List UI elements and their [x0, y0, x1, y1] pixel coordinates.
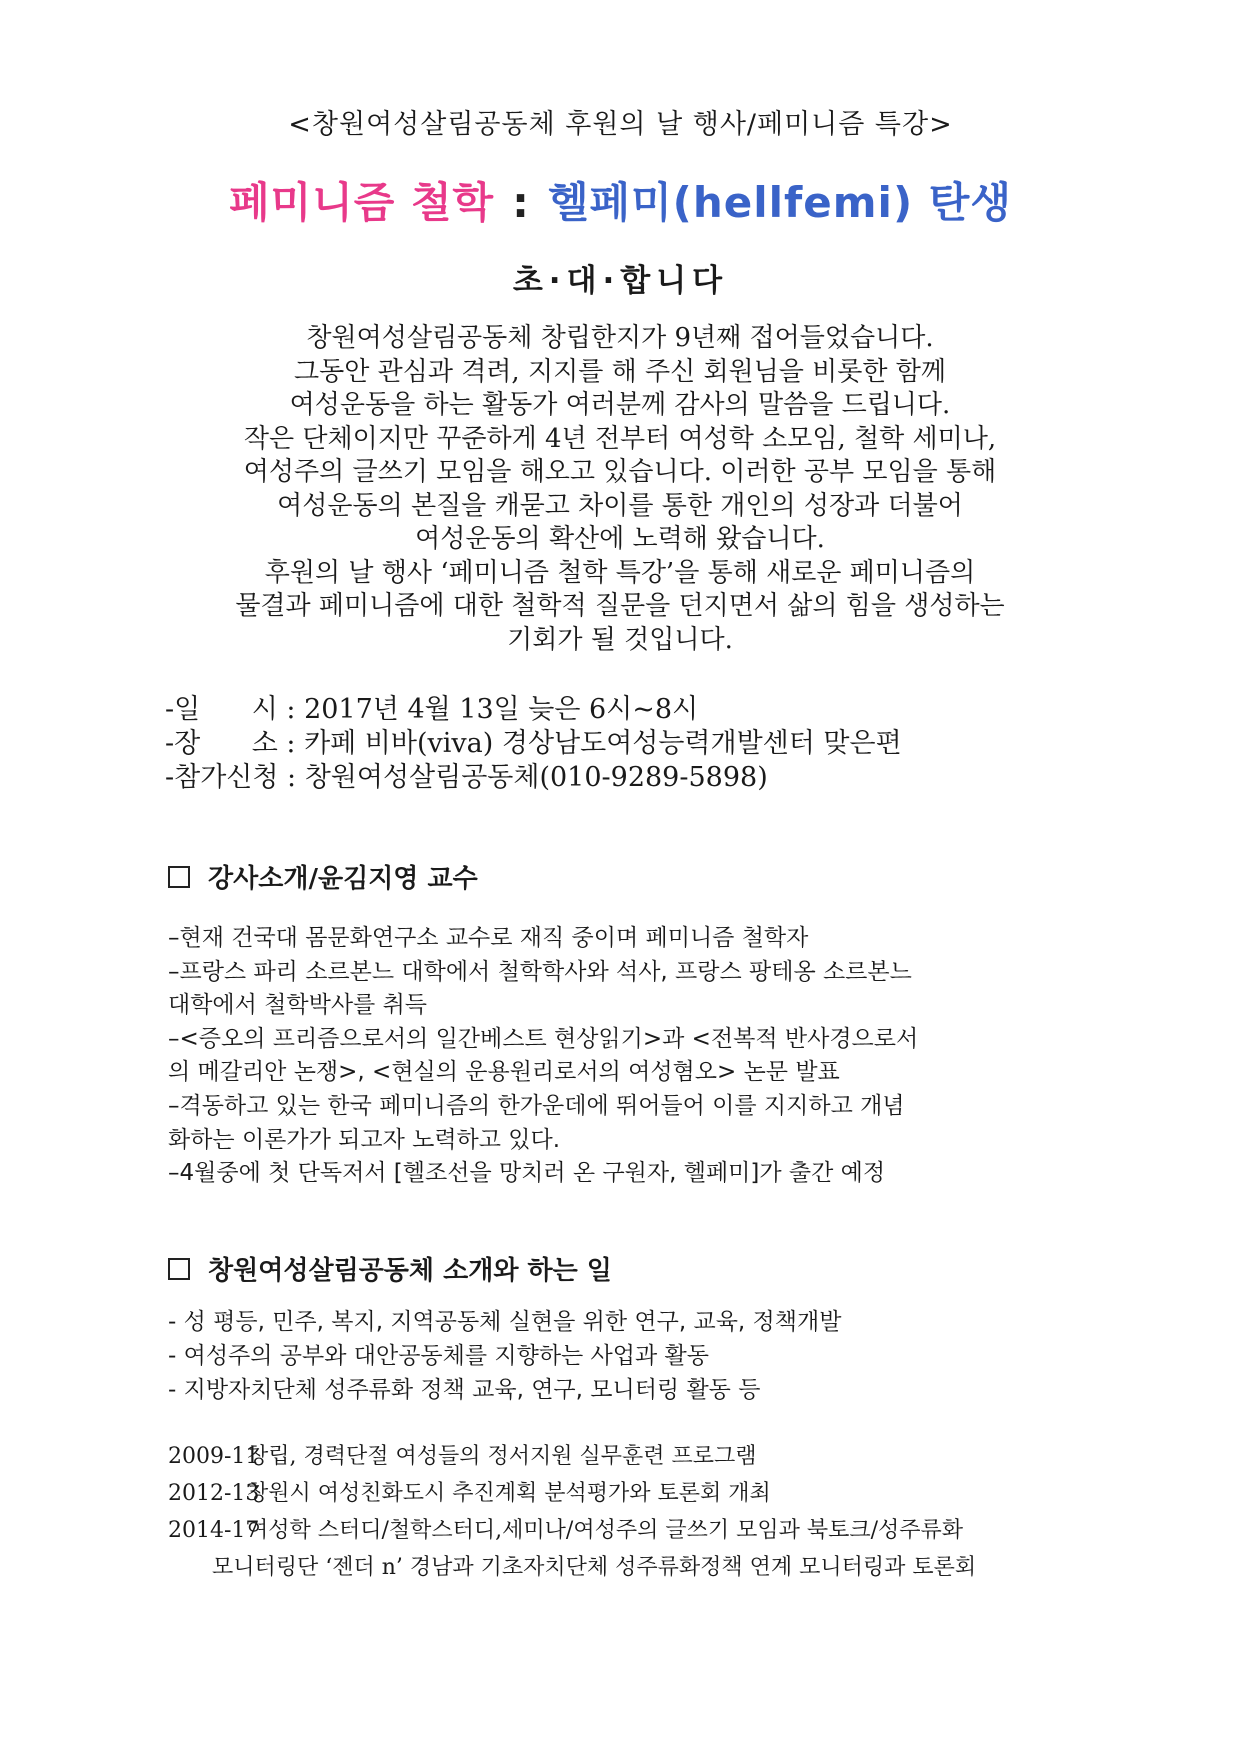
history-row	[168, 1512, 976, 1549]
intro-line: 여성주의 글쓰기 모임을 해오고 있습니다. 이러한 공부 모임을 통해	[243, 457, 997, 487]
detail-value: 카페 비바(viva) 경상남도여성능력개발센터 맞은편	[304, 728, 902, 759]
checkbox-square-icon	[168, 866, 190, 888]
history-text: 창원시 여성친화도시 추진계획 분석평가와 토론회 개최	[247, 1481, 771, 1506]
invitation-heading: 초·대·합니다	[512, 263, 729, 299]
list-item: - 성 평등, 민주, 복지, 지역공동체 실현을 위한 연구, 교육, 정책개발	[168, 1309, 842, 1335]
bio-line: 의 메갈리안 논쟁>, <현실의 운용원리로서의 여성혐오> 논문 발표	[168, 1059, 840, 1086]
page-title	[0, 170, 1241, 230]
intro-line: 여성운동을 하는 활동가 여러분께 감사의 말씀을 드립니다.	[289, 390, 951, 420]
detail-row-registration: -참가신청 : 창원여성살림공동체(010-9289-5898)	[165, 762, 768, 793]
bio-line: –프랑스 파리 소르본느 대학에서 철학학사와 석사, 프랑스 팡테옹 소르본느	[168, 958, 912, 985]
intro-line: 기회가 될 것입니다.	[507, 624, 733, 655]
history-year: 2014-17	[168, 1518, 260, 1543]
event-details	[165, 693, 902, 795]
bio-line: –현재 건국대 몸문화연구소 교수로 재직 중이며 페미니즘 철학자	[168, 925, 809, 951]
bio-line: –격동하고 있는 한국 페미니즘의 한가운데에 뛰어들어 이를 지지하고 개념	[168, 1092, 905, 1119]
detail-label: -일 시	[165, 694, 278, 725]
checkbox-square-icon	[168, 1258, 190, 1280]
org-heading-text: 창원여성살림공동체 소개와 하는 일	[208, 1256, 612, 1286]
intro-line: 여성운동의 확산에 노력해 왔습니다.	[415, 524, 825, 554]
bio-line: 대학에서 철학박사를 취득	[168, 992, 428, 1019]
detail-value: 2017년 4월 13일 늦은 6시~8시	[304, 694, 699, 725]
history-continuation: 모니터링단 ‘젠더 n’ 경남과 기초자치단체 성주류화정책 연계 모니터링과 토론회	[212, 1555, 977, 1580]
list-item: - 지방자치단체 성주류화 정책 교육, 연구, 모니터링 활동 등	[168, 1377, 761, 1403]
history-row	[168, 1475, 976, 1512]
detail-row-datetime: -일 시 : 2017년 4월 13일 늦은 6시~8시	[165, 694, 699, 725]
history-row	[168, 1438, 976, 1475]
speaker-heading-text: 강사소개/윤김지영 교수	[208, 864, 478, 894]
org-section-heading	[168, 1250, 612, 1287]
speaker-section-heading	[168, 858, 478, 895]
speaker-bio	[168, 922, 1048, 1191]
intro-line: 물결과 페미니즘에 대한 철학적 질문을 던지면서 삶의 힘을 생성하는	[235, 591, 1005, 621]
history-text: 창립, 경력단절 여성들의 정서지원 실무훈련 프로그램	[247, 1444, 757, 1469]
history-text: 여성학 스터디/철학스터디,세미나/여성주의 글쓰기 모임과 북토크/성주류화	[247, 1518, 964, 1543]
intro-line: 여성운동의 본질을 캐묻고 차이를 통한 개인의 성장과 더불어	[277, 490, 963, 521]
bio-line: 화하는 이론가가 되고자 노력하고 있다.	[168, 1126, 561, 1153]
intro-paragraph	[130, 322, 1110, 657]
intro-line: 그동안 관심과 격려, 지지를 해 주신 회원님을 비롯한 함께	[293, 356, 947, 387]
bio-line: –<증오의 프리즘으로서의 일간베스트 현상읽기>과 <전복적 반사경으로서	[168, 1025, 919, 1052]
detail-value: 창원여성살림공동체(010-9289-5898)	[304, 762, 768, 793]
detail-label: -장 소	[165, 728, 278, 759]
title-part-2: 헬페미(hellfemi) 탄생	[547, 178, 1012, 227]
detail-row-location: -장 소 : 카페 비바(viva) 경상남도여성능력개발센터 맞은편	[165, 728, 902, 759]
event-header: <창원여성살림공동체 후원의 날 행사/페미니즘 특강>	[288, 109, 953, 140]
list-item: - 여성주의 공부와 대안공동체를 지향하는 사업과 활동	[168, 1343, 709, 1369]
history-year: 2012-13	[168, 1481, 260, 1506]
title-part-1: 페미니즘 철학	[229, 178, 495, 227]
intro-line: 작은 단체이지만 꾸준하게 4년 전부터 여성학 소모임, 철학 세미나,	[243, 423, 997, 454]
intro-line: 후원의 날 행사 ‘페미니즘 철학 특강’을 통해 새로운 페미니즘의	[264, 557, 976, 588]
history-year: 2009-11	[168, 1444, 260, 1469]
bio-line: –4월중에 첫 단독저서 [헬조선을 망치러 온 구원자, 헬페미]가 출간 예정	[168, 1160, 886, 1187]
detail-label: -참가신청	[165, 762, 279, 793]
org-activities-list	[168, 1305, 841, 1407]
title-separator: :	[512, 178, 530, 227]
org-history	[168, 1438, 976, 1586]
intro-line: 창원여성살림공동체 창립한지가 9년째 접어들었습니다.	[306, 323, 934, 353]
